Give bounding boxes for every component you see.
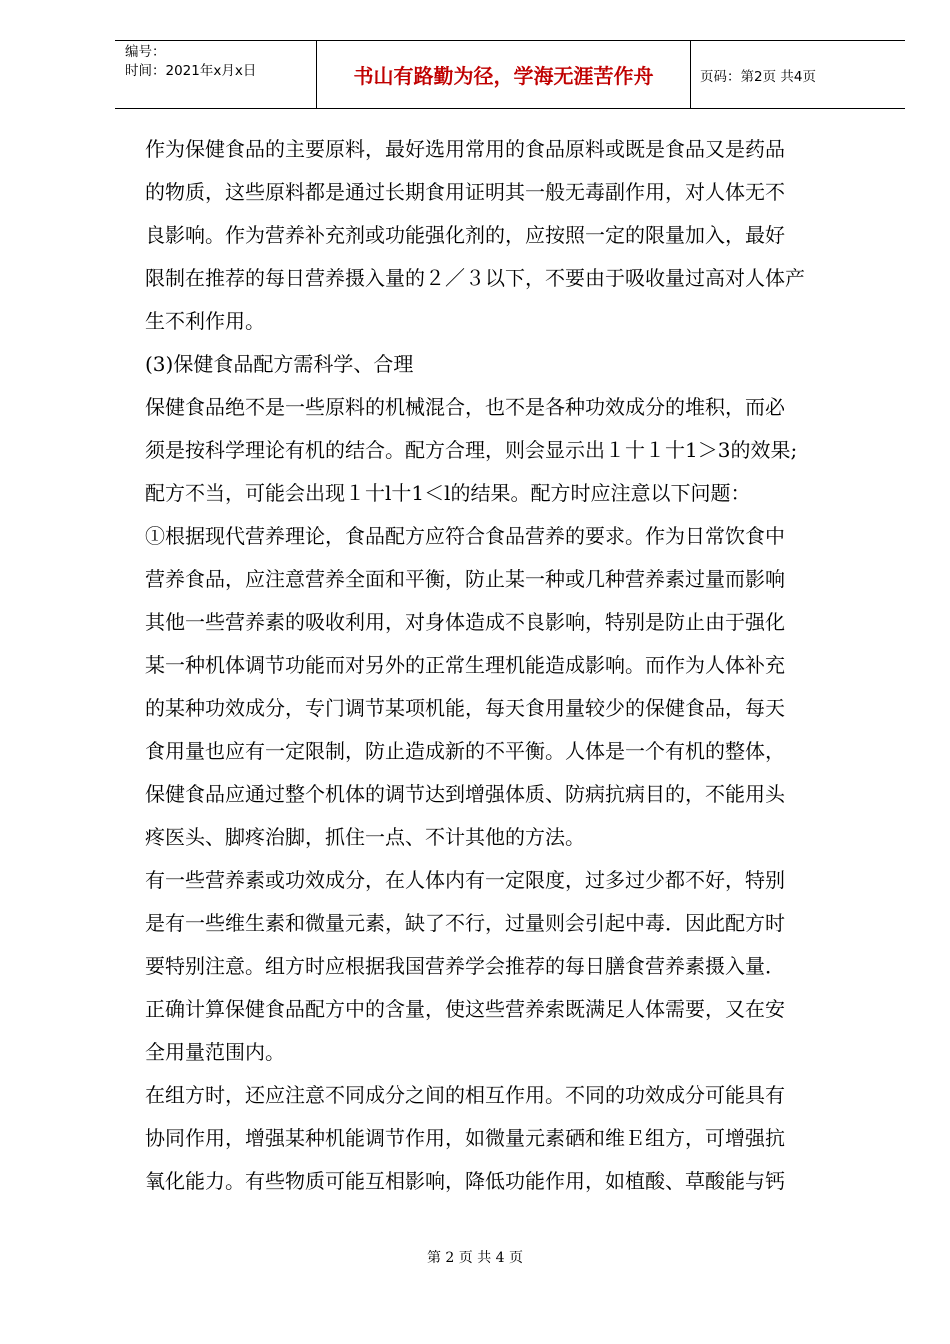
header-meta: [115, 41, 317, 108]
body-line: 其他一些营养素的吸收利用，对身体造成不良影响，特别是防止由于强化: [145, 610, 785, 634]
body-line: 作为保健食品的主要原料，最好选用常用的食品原料或既是食品又是药品: [145, 137, 785, 161]
body-line: 协同作用，增强某种机能调节作用，如微量元素硒和维Ｅ组方，可增强抗: [145, 1126, 785, 1150]
header-motto: 书山有路勤为径，学海无涯苦作舟: [317, 41, 691, 108]
body-line: 正确计算保健食品配方中的含量，使这些营养索既满足人体需要，又在安: [145, 997, 785, 1021]
body-line: 的某种功效成分，专门调节某项机能，每天食用量较少的保健食品，每天: [145, 696, 785, 720]
body-line: 是有一些维生素和微量元素，缺了不行，过量则会引起中毒．因此配方时: [145, 911, 785, 935]
body-line: 在组方时，还应注意不同成分之间的相互作用。不同的功效成分可能具有: [145, 1083, 785, 1107]
body-line: 有一些营养素或功效成分，在人体内有一定限度，过多过少都不好，特别: [145, 868, 785, 892]
body-line: 良影响。作为营养补充剂或功能强化剂的，应按照一定的限量加入，最好: [145, 223, 785, 247]
body-line: 某一种机体调节功能而对另外的正常生理机能造成影响。而作为人体补充: [145, 653, 785, 677]
date-label: 时间：2021年x月x日: [125, 63, 257, 79]
body-line: 全用量范围内。: [145, 1040, 285, 1064]
body-line: 配方不当，可能会出现１十l十1＜l的结果。配方时应注意以下问题：: [145, 481, 751, 505]
body-line: 疼医头、脚疼治脚，抓住一点、不计其他的方法。: [145, 825, 585, 849]
body-line: 限制在推荐的每日营养摄入量的２／３以下，不要由于吸收量过高对人体产: [145, 266, 805, 290]
body-line: 保健食品绝不是一些原料的机械混合，也不是各种功效成分的堆积，而必: [145, 395, 785, 419]
body-line: 要特别注意。组方时应根据我国营养学会推荐的每日膳食营养素摄入量．: [145, 954, 785, 978]
page-header: [115, 40, 905, 109]
body-line: 保健食品应通过整个机体的调节达到增强体质、防病抗病目的，不能用头: [145, 782, 785, 806]
body-line: ①根据现代营养理论，食品配方应符合食品营养的要求。作为日常饮食中: [145, 524, 785, 548]
body-line: 生不利作用。: [145, 309, 265, 333]
serial-number-label: 编号：: [125, 44, 166, 60]
document-body: [145, 128, 885, 1203]
header-page-info: 页码：第2页 共4页: [700, 68, 816, 85]
page-footer: 第 2 页 共 4 页: [426, 1250, 524, 1266]
body-line: 营养食品，应注意营养全面和平衡，防止某一种或几种营养素过量而影响: [145, 567, 785, 591]
body-line: 氧化能力。有些物质可能互相影响，降低功能作用，如植酸、草酸能与钙: [145, 1169, 785, 1193]
body-line: 的物质，这些原料都是通过长期食用证明其一般无毒副作用，对人体无不: [145, 180, 785, 204]
body-line: 食用量也应有一定限制，防止造成新的不平衡。人体是一个有机的整体，: [145, 739, 785, 763]
section-heading: (3)保健食品配方需科学、合理: [145, 352, 414, 376]
body-line: 须是按科学理论有机的结合。配方合理，则会显示出１十１十1＞3的效果;: [145, 438, 798, 462]
